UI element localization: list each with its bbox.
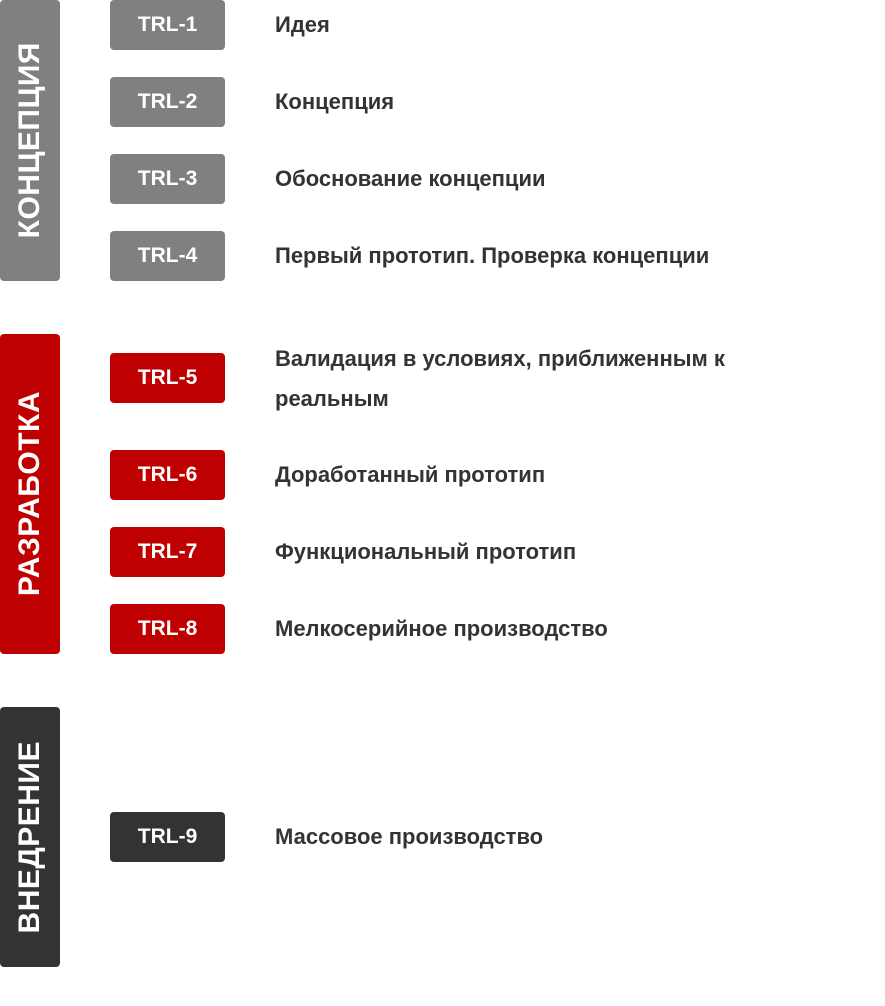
trl-5-badge: TRL-5 bbox=[110, 353, 225, 403]
stage-development bbox=[0, 334, 60, 654]
trl-2-badge: TRL-2 bbox=[110, 77, 225, 127]
trl-5-description: Валидация в условиях, приближенным к реальным bbox=[275, 346, 725, 411]
trl-2-description: Концепция bbox=[275, 89, 395, 114]
trl-9-description: Массовое производство bbox=[275, 824, 544, 849]
trl-7-badge: TRL-7 bbox=[110, 527, 225, 577]
trl-3-description: Обоснование концепции bbox=[275, 166, 546, 191]
stage-development-label: РАЗРАБОТКА bbox=[13, 391, 46, 597]
stage-concept bbox=[0, 0, 60, 281]
trl-3-badge: TRL-3 bbox=[110, 154, 225, 204]
stage-implementation bbox=[0, 707, 60, 967]
trl-8-description: Мелкосерийное производство bbox=[275, 616, 608, 641]
trl-7-description: Функциональный прототип bbox=[275, 539, 577, 564]
trl-4-badge: TRL-4 bbox=[110, 231, 225, 281]
trl-8-badge: TRL-8 bbox=[110, 604, 225, 654]
trl-9-badge: TRL-9 bbox=[110, 812, 225, 862]
trl-1-description: Идея bbox=[275, 12, 330, 37]
stage-implementation-label: ВНЕДРЕНИЕ bbox=[13, 740, 46, 934]
trl-1-badge: TRL-1 bbox=[110, 0, 225, 50]
stage-concept-label: КОНЦЕПЦИЯ bbox=[13, 42, 46, 239]
trl-4-description: Первый прототип. Проверка концепции bbox=[275, 243, 710, 268]
trl-6-badge: TRL-6 bbox=[110, 450, 225, 500]
trl-6-description: Доработанный прототип bbox=[275, 462, 546, 487]
